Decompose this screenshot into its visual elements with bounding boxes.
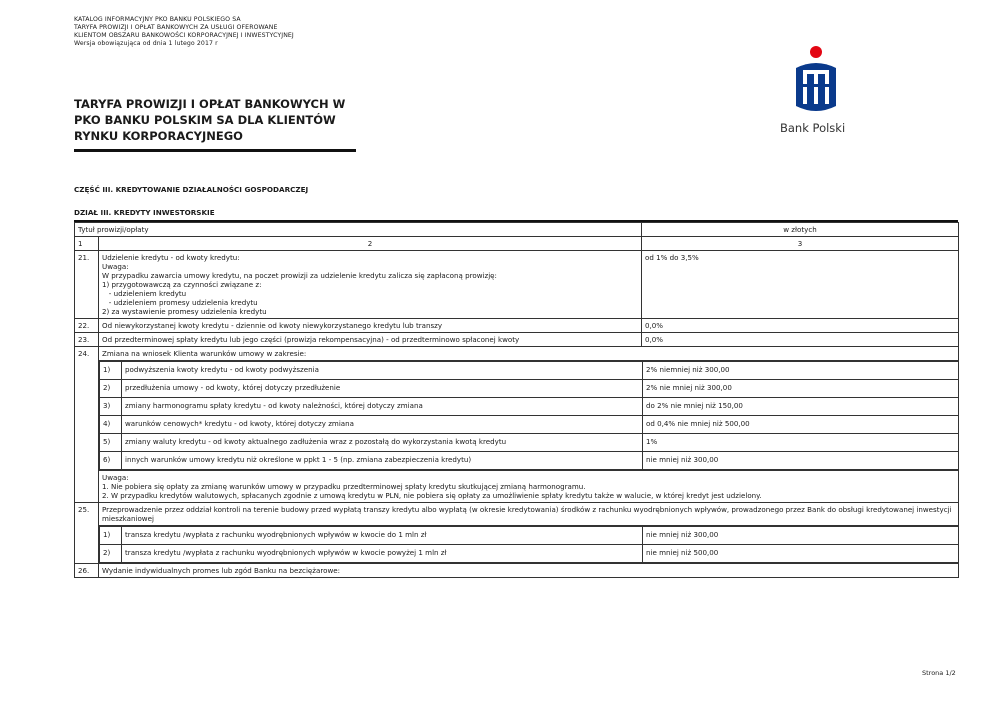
description-line: Udzielenie kredytu - od kwoty kredytu: (102, 253, 240, 262)
col-number-1: 1 (75, 237, 99, 251)
sub-item-description: zmiany waluty kredytu - od kwoty aktualnego zadłużenia wraz z pozostałą do wykorzystania kwotą kredytu (122, 434, 643, 452)
section-heading: DZIAŁ III. KREDYTY INWESTORSKIE (74, 208, 215, 217)
description-line: Uwaga: (102, 262, 129, 271)
sub-items (99, 526, 959, 564)
table-row-24-items (75, 361, 959, 471)
page-number: Strona 1/2 (922, 669, 956, 677)
row-value: od 1% do 3,5% (642, 251, 959, 319)
table-row-26 (75, 564, 959, 578)
sub-items-table (99, 526, 959, 563)
sub-item-number: 1) (100, 527, 122, 545)
row-description: Od przedterminowej spłaty kredytu lub jego części (prowizja rekompensacyjna) - od przedterminowo spłaconej kwoty (99, 333, 642, 347)
row-description: Od niewykorzystanej kwoty kredytu - dziennie od kwoty niewykorzystanego kredytu lub transzy (99, 319, 642, 333)
sub-item-value: do 2% nie mniej niż 150,00 (643, 398, 959, 416)
sub-item-number: 3) (100, 398, 122, 416)
table-header-row (75, 223, 959, 237)
table-row-21 (75, 251, 959, 319)
sub-item-row (100, 527, 959, 545)
note-line: Uwaga: (102, 473, 129, 482)
sub-item-description: zmiany harmonogramu spłaty kredytu - od kwoty należności, której dotyczy zmiana (122, 398, 643, 416)
row-value: 0,0% (642, 319, 959, 333)
table-row-24-note (75, 471, 959, 503)
table-row-25-items (75, 526, 959, 564)
sub-item-value: 2% niemniej niż 300,00 (643, 362, 959, 380)
sub-item-row (100, 398, 959, 416)
row-value: 0,0% (642, 333, 959, 347)
description-line: 1) przygotowawczą za czynności związane z: (102, 280, 262, 289)
sub-item-description: warunków cenowych* kredytu - od kwoty, której dotyczy zmiana (122, 416, 643, 434)
table-row-23 (75, 333, 959, 347)
sub-item-row (100, 434, 959, 452)
sub-item-value: nie mniej niż 500,00 (643, 545, 959, 563)
header-title-cell: Tytuł prowizji/opłaty (75, 223, 642, 237)
sub-items (99, 361, 959, 471)
sub-item-row (100, 416, 959, 434)
row-number: 21. (75, 251, 99, 319)
sub-item-number: 1) (100, 362, 122, 380)
description-line: 2) za wystawienie promesy udzielenia kredytu (102, 307, 267, 316)
sub-item-number: 5) (100, 434, 122, 452)
sub-item-row (100, 452, 959, 470)
row-description: Przeprowadzenie przez oddział kontroli na terenie budowy przed wypłatą transzy kredytu albo wypłatą (w okresie kredytowania) środków z rachunku wyodrębnionych wpływów, prowadzonego przez Bank do obsługi kredytowanej inwestycji mieszkaniowej (99, 503, 959, 526)
document-header (74, 16, 294, 48)
row-description (99, 251, 642, 319)
sub-item-value: nie mniej niż 300,00 (643, 527, 959, 545)
sub-item-description: innych warunków umowy kredytu niż określone w ppkt 1 - 5 (np. zmiana zabezpieczenia kredytu) (122, 452, 643, 470)
fees-table (74, 222, 959, 578)
sub-item-row (100, 380, 959, 398)
title-rule (74, 149, 356, 152)
sub-item-description: podwyższenia kwoty kredytu - od kwoty podwyższenia (122, 362, 643, 380)
sub-item-value: od 0,4% nie mniej niż 500,00 (643, 416, 959, 434)
table-row-25 (75, 503, 959, 526)
header-line-4: Wersja obowiązująca od dnia 1 lutego 2017 r (74, 40, 218, 47)
sub-item-value: 2% nie mniej niż 300,00 (643, 380, 959, 398)
row-description: Zmiana na wniosek Klienta warunków umowy w zakresie: (99, 347, 959, 361)
row-description: Wydanie indywidualnych promes lub zgód Banku na bezciężarowe: (99, 564, 959, 578)
table-row-24 (75, 347, 959, 361)
sub-item-number: 4) (100, 416, 122, 434)
row-number: 22. (75, 319, 99, 333)
description-line: W przypadku zawarcia umowy kredytu, na poczet prowizji za udzielenie kredytu zalicza się zapłaconą prowizję: (102, 271, 497, 280)
note-line: 1. Nie pobiera się opłaty za zmianę warunków umowy w przypadku przedterminowej spłaty kredytu skutkującej zmianą harmonogramu. (102, 482, 586, 491)
sub-item-value: 1% (643, 434, 959, 452)
description-line: - udzieleniem promesy udzielenia kredytu (102, 298, 258, 307)
table-row-22 (75, 319, 959, 333)
document-title: TARYFA PROWIZJI I OPŁAT BANKOWYCH W PKO BANKU POLSKIM SA DLA KLIENTÓW RYNKU KORPORACYJNEGO (74, 97, 346, 143)
header-line-2: TARYFA PROWIZJI I OPŁAT BANKOWYCH ZA USŁUGI OFEROWANE (74, 24, 278, 31)
row-number: 26. (75, 564, 99, 578)
sub-item-description: transza kredytu /wypłata z rachunku wyodrębnionych wpływów w kwocie do 1 mln zł (122, 527, 643, 545)
header-line-3: KLIENTOM OBSZARU BANKOWOŚCI KORPORACYJNEJ I INWESTYCYJNEJ (74, 32, 294, 39)
header-currency-cell: w złotych (642, 223, 959, 237)
logo-text: Bank Polski (780, 121, 846, 135)
col-number-2: 2 (99, 237, 642, 251)
sub-item-description: przedłużenia umowy - od kwoty, której dotyczy przedłużenie (122, 380, 643, 398)
sub-item-row (100, 545, 959, 563)
description-line: - udzieleniem kredytu (102, 289, 187, 298)
sub-item-number: 2) (100, 545, 122, 563)
sub-item-value: nie mniej niż 300,00 (643, 452, 959, 470)
sub-item-number: 2) (100, 380, 122, 398)
part-heading: CZĘŚĆ III. KREDYTOWANIE DZIAŁALNOŚCI GOSPODARCZEJ (74, 185, 309, 194)
row-note (99, 471, 959, 503)
note-line: 2. W przypadku kredytów walutowych, spłacanych zgodnie z umową kredytu w PLN, nie pobiera się opłaty za umożliwienie spłaty kredytu także w walucie, w której kredyt jest udzielony. (102, 491, 762, 500)
header-line-1: KATALOG INFORMACYJNY PKO BANKU POLSKIEGO SA (74, 16, 241, 23)
col-number-3: 3 (642, 237, 959, 251)
row-number: 24. (75, 347, 99, 503)
row-number: 25. (75, 503, 99, 564)
sub-item-number: 6) (100, 452, 122, 470)
sub-item-row (100, 362, 959, 380)
row-number: 23. (75, 333, 99, 347)
sub-items-table (99, 361, 959, 470)
column-number-row (75, 237, 959, 251)
sub-item-description: transza kredytu /wypłata z rachunku wyodrębnionych wpływów w kwocie powyżej 1 mln zł (122, 545, 643, 563)
